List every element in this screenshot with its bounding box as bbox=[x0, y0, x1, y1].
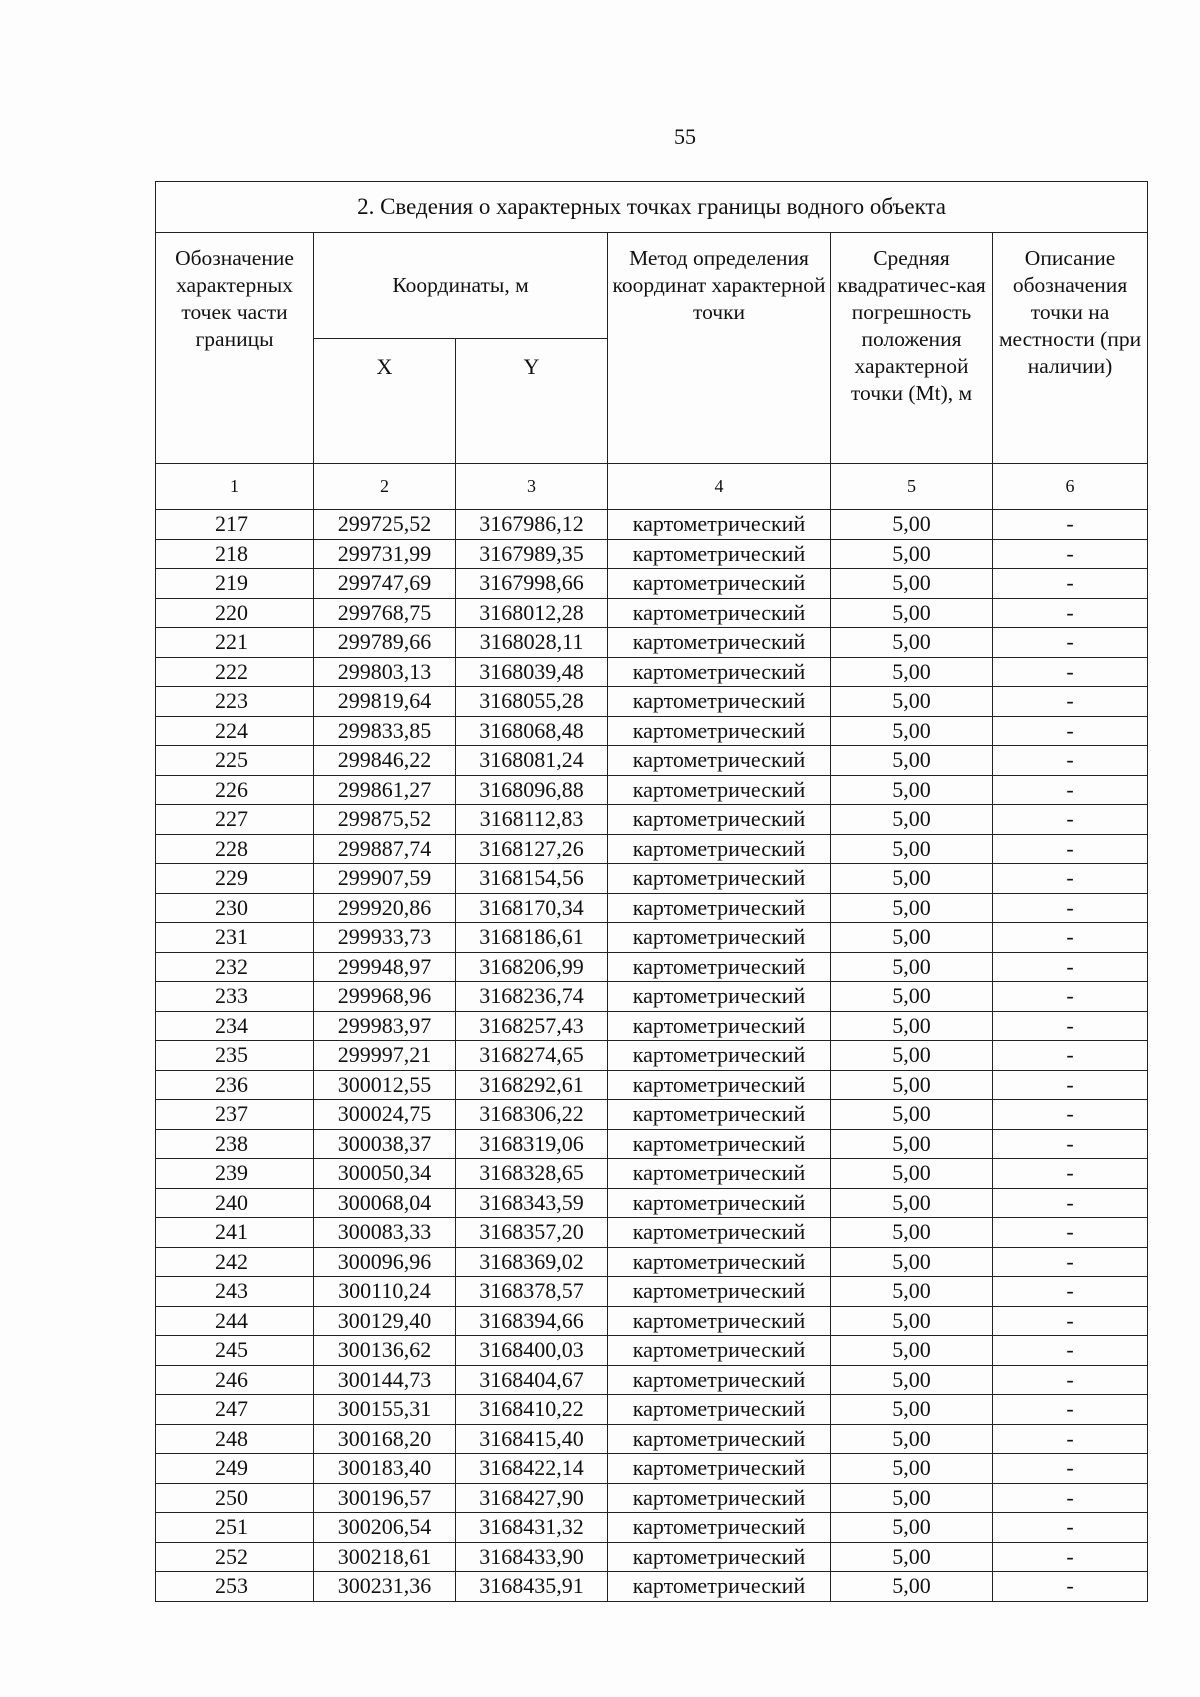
method-cell: картометрический bbox=[608, 1129, 831, 1159]
x-coordinate-cell: 299768,75 bbox=[314, 598, 456, 628]
x-coordinate-cell: 299747,69 bbox=[314, 569, 456, 599]
table-row bbox=[156, 716, 1148, 746]
mean-error-cell: 5,00 bbox=[831, 1277, 993, 1307]
mean-error-cell: 5,00 bbox=[831, 746, 993, 776]
y-coordinate-cell: 3168410,22 bbox=[456, 1395, 608, 1425]
header-coordinates: Координаты, м bbox=[314, 233, 608, 339]
table-row bbox=[156, 1188, 1148, 1218]
point-number-cell: 232 bbox=[156, 952, 314, 982]
x-coordinate-cell: 299803,13 bbox=[314, 657, 456, 687]
y-coordinate-cell: 3168012,28 bbox=[456, 598, 608, 628]
y-coordinate-cell: 3168435,91 bbox=[456, 1572, 608, 1602]
table-row bbox=[156, 864, 1148, 894]
table-row bbox=[156, 923, 1148, 953]
y-coordinate-cell: 3168306,22 bbox=[456, 1100, 608, 1130]
x-coordinate-cell: 300083,33 bbox=[314, 1218, 456, 1248]
description-cell: - bbox=[993, 1306, 1148, 1336]
table-title: 2. Сведения о характерных точках границы водного объекта bbox=[156, 182, 1148, 233]
description-cell: - bbox=[993, 1483, 1148, 1513]
description-cell: - bbox=[993, 775, 1148, 805]
header-y: Y bbox=[456, 339, 608, 464]
y-coordinate-cell: 3168415,40 bbox=[456, 1424, 608, 1454]
table-row bbox=[156, 539, 1148, 569]
y-coordinate-cell: 3167986,12 bbox=[456, 510, 608, 540]
table-row bbox=[156, 982, 1148, 1012]
table-row bbox=[156, 834, 1148, 864]
description-cell: - bbox=[993, 834, 1148, 864]
table-row bbox=[156, 1513, 1148, 1543]
method-cell: картометрический bbox=[608, 952, 831, 982]
method-cell: картометрический bbox=[608, 1483, 831, 1513]
description-cell: - bbox=[993, 1513, 1148, 1543]
point-number-cell: 244 bbox=[156, 1306, 314, 1336]
description-cell: - bbox=[993, 1395, 1148, 1425]
description-cell: - bbox=[993, 1070, 1148, 1100]
point-number-cell: 246 bbox=[156, 1365, 314, 1395]
point-number-cell: 243 bbox=[156, 1277, 314, 1307]
mean-error-cell: 5,00 bbox=[831, 923, 993, 953]
point-number-cell: 235 bbox=[156, 1041, 314, 1071]
point-number-cell: 242 bbox=[156, 1247, 314, 1277]
x-coordinate-cell: 299875,52 bbox=[314, 805, 456, 835]
description-cell: - bbox=[993, 1454, 1148, 1484]
method-cell: картометрический bbox=[608, 1159, 831, 1189]
method-cell: картометрический bbox=[608, 1100, 831, 1130]
mean-error-cell: 5,00 bbox=[831, 1070, 993, 1100]
x-coordinate-cell: 300110,24 bbox=[314, 1277, 456, 1307]
table-body bbox=[156, 510, 1148, 1602]
y-coordinate-cell: 3168068,48 bbox=[456, 716, 608, 746]
description-cell: - bbox=[993, 598, 1148, 628]
point-number-cell: 218 bbox=[156, 539, 314, 569]
method-cell: картометрический bbox=[608, 1218, 831, 1248]
method-cell: картометрический bbox=[608, 1572, 831, 1602]
table-row bbox=[156, 687, 1148, 717]
mean-error-cell: 5,00 bbox=[831, 1306, 993, 1336]
column-number: 6 bbox=[993, 464, 1148, 510]
x-coordinate-cell: 300231,36 bbox=[314, 1572, 456, 1602]
point-number-cell: 238 bbox=[156, 1129, 314, 1159]
mean-error-cell: 5,00 bbox=[831, 1247, 993, 1277]
x-coordinate-cell: 300183,40 bbox=[314, 1454, 456, 1484]
description-cell: - bbox=[993, 805, 1148, 835]
mean-error-cell: 5,00 bbox=[831, 1011, 993, 1041]
x-coordinate-cell: 299725,52 bbox=[314, 510, 456, 540]
description-cell: - bbox=[993, 1011, 1148, 1041]
x-coordinate-cell: 300155,31 bbox=[314, 1395, 456, 1425]
y-coordinate-cell: 3168186,61 bbox=[456, 923, 608, 953]
method-cell: картометрический bbox=[608, 893, 831, 923]
point-number-cell: 222 bbox=[156, 657, 314, 687]
description-cell: - bbox=[993, 1336, 1148, 1366]
column-numbers-row bbox=[156, 464, 1148, 510]
x-coordinate-cell: 299819,64 bbox=[314, 687, 456, 717]
table-row bbox=[156, 1336, 1148, 1366]
mean-error-cell: 5,00 bbox=[831, 834, 993, 864]
method-cell: картометрический bbox=[608, 687, 831, 717]
column-number: 2 bbox=[314, 464, 456, 510]
method-cell: картометрический bbox=[608, 657, 831, 687]
method-cell: картометрический bbox=[608, 1041, 831, 1071]
table-row bbox=[156, 657, 1148, 687]
mean-error-cell: 5,00 bbox=[831, 952, 993, 982]
table-row bbox=[156, 1100, 1148, 1130]
x-coordinate-cell: 300024,75 bbox=[314, 1100, 456, 1130]
point-number-cell: 219 bbox=[156, 569, 314, 599]
mean-error-cell: 5,00 bbox=[831, 539, 993, 569]
description-cell: - bbox=[993, 1218, 1148, 1248]
point-number-cell: 234 bbox=[156, 1011, 314, 1041]
y-coordinate-cell: 3168236,74 bbox=[456, 982, 608, 1012]
method-cell: картометрический bbox=[608, 598, 831, 628]
mean-error-cell: 5,00 bbox=[831, 1454, 993, 1484]
point-number-cell: 239 bbox=[156, 1159, 314, 1189]
point-number-cell: 237 bbox=[156, 1100, 314, 1130]
description-cell: - bbox=[993, 1572, 1148, 1602]
point-number-cell: 247 bbox=[156, 1395, 314, 1425]
description-cell: - bbox=[993, 1159, 1148, 1189]
mean-error-cell: 5,00 bbox=[831, 628, 993, 658]
point-number-cell: 240 bbox=[156, 1188, 314, 1218]
method-cell: картометрический bbox=[608, 1542, 831, 1572]
x-coordinate-cell: 300012,55 bbox=[314, 1070, 456, 1100]
description-cell: - bbox=[993, 982, 1148, 1012]
mean-error-cell: 5,00 bbox=[831, 1100, 993, 1130]
x-coordinate-cell: 299968,96 bbox=[314, 982, 456, 1012]
point-number-cell: 245 bbox=[156, 1336, 314, 1366]
method-cell: картометрический bbox=[608, 1306, 831, 1336]
x-coordinate-cell: 299833,85 bbox=[314, 716, 456, 746]
y-coordinate-cell: 3168404,67 bbox=[456, 1365, 608, 1395]
y-coordinate-cell: 3168055,28 bbox=[456, 687, 608, 717]
mean-error-cell: 5,00 bbox=[831, 805, 993, 835]
mean-error-cell: 5,00 bbox=[831, 569, 993, 599]
description-cell: - bbox=[993, 1365, 1148, 1395]
table-row bbox=[156, 1454, 1148, 1484]
method-cell: картометрический bbox=[608, 1424, 831, 1454]
x-coordinate-cell: 299887,74 bbox=[314, 834, 456, 864]
point-number-cell: 228 bbox=[156, 834, 314, 864]
mean-error-cell: 5,00 bbox=[831, 775, 993, 805]
y-coordinate-cell: 3168206,99 bbox=[456, 952, 608, 982]
mean-error-cell: 5,00 bbox=[831, 1542, 993, 1572]
y-coordinate-cell: 3168328,65 bbox=[456, 1159, 608, 1189]
table-row bbox=[156, 1395, 1148, 1425]
method-cell: картометрический bbox=[608, 1011, 831, 1041]
point-number-cell: 230 bbox=[156, 893, 314, 923]
description-cell: - bbox=[993, 1129, 1148, 1159]
mean-error-cell: 5,00 bbox=[831, 864, 993, 894]
x-coordinate-cell: 299731,99 bbox=[314, 539, 456, 569]
x-coordinate-cell: 299983,97 bbox=[314, 1011, 456, 1041]
x-coordinate-cell: 300218,61 bbox=[314, 1542, 456, 1572]
point-number-cell: 220 bbox=[156, 598, 314, 628]
y-coordinate-cell: 3168422,14 bbox=[456, 1454, 608, 1484]
method-cell: картометрический bbox=[608, 1070, 831, 1100]
point-number-cell: 225 bbox=[156, 746, 314, 776]
x-coordinate-cell: 300136,62 bbox=[314, 1336, 456, 1366]
table-row bbox=[156, 1542, 1148, 1572]
mean-error-cell: 5,00 bbox=[831, 598, 993, 628]
point-number-cell: 241 bbox=[156, 1218, 314, 1248]
mean-error-cell: 5,00 bbox=[831, 510, 993, 540]
mean-error-cell: 5,00 bbox=[831, 657, 993, 687]
table-row bbox=[156, 510, 1148, 540]
x-coordinate-cell: 299861,27 bbox=[314, 775, 456, 805]
mean-error-cell: 5,00 bbox=[831, 1159, 993, 1189]
boundary-points-table bbox=[155, 181, 1148, 1602]
point-number-cell: 249 bbox=[156, 1454, 314, 1484]
method-cell: картометрический bbox=[608, 1395, 831, 1425]
table-row bbox=[156, 1306, 1148, 1336]
method-cell: картометрический bbox=[608, 834, 831, 864]
table-row bbox=[156, 569, 1148, 599]
x-coordinate-cell: 299933,73 bbox=[314, 923, 456, 953]
y-coordinate-cell: 3168292,61 bbox=[456, 1070, 608, 1100]
description-cell: - bbox=[993, 1247, 1148, 1277]
description-cell: - bbox=[993, 923, 1148, 953]
description-cell: - bbox=[993, 1424, 1148, 1454]
point-number-cell: 236 bbox=[156, 1070, 314, 1100]
column-number: 4 bbox=[608, 464, 831, 510]
description-cell: - bbox=[993, 893, 1148, 923]
method-cell: картометрический bbox=[608, 510, 831, 540]
method-cell: картометрический bbox=[608, 746, 831, 776]
point-number-cell: 253 bbox=[156, 1572, 314, 1602]
header-x: X bbox=[314, 339, 456, 464]
y-coordinate-cell: 3168257,43 bbox=[456, 1011, 608, 1041]
point-number-cell: 221 bbox=[156, 628, 314, 658]
mean-error-cell: 5,00 bbox=[831, 1365, 993, 1395]
mean-error-cell: 5,00 bbox=[831, 1424, 993, 1454]
y-coordinate-cell: 3168127,26 bbox=[456, 834, 608, 864]
y-coordinate-cell: 3168427,90 bbox=[456, 1483, 608, 1513]
y-coordinate-cell: 3168170,34 bbox=[456, 893, 608, 923]
point-number-cell: 252 bbox=[156, 1542, 314, 1572]
method-cell: картометрический bbox=[608, 539, 831, 569]
table-row bbox=[156, 1483, 1148, 1513]
description-cell: - bbox=[993, 657, 1148, 687]
point-number-cell: 224 bbox=[156, 716, 314, 746]
x-coordinate-cell: 300050,34 bbox=[314, 1159, 456, 1189]
y-coordinate-cell: 3168154,56 bbox=[456, 864, 608, 894]
point-number-cell: 217 bbox=[156, 510, 314, 540]
mean-error-cell: 5,00 bbox=[831, 1129, 993, 1159]
point-number-cell: 231 bbox=[156, 923, 314, 953]
mean-error-cell: 5,00 bbox=[831, 1041, 993, 1071]
point-number-cell: 229 bbox=[156, 864, 314, 894]
x-coordinate-cell: 300206,54 bbox=[314, 1513, 456, 1543]
table-row bbox=[156, 1159, 1148, 1189]
y-coordinate-cell: 3168028,11 bbox=[456, 628, 608, 658]
table-row bbox=[156, 805, 1148, 835]
method-cell: картометрический bbox=[608, 569, 831, 599]
y-coordinate-cell: 3167989,35 bbox=[456, 539, 608, 569]
x-coordinate-cell: 300096,96 bbox=[314, 1247, 456, 1277]
column-number: 5 bbox=[831, 464, 993, 510]
method-cell: картометрический bbox=[608, 923, 831, 953]
method-cell: картометрический bbox=[608, 1188, 831, 1218]
table-row bbox=[156, 598, 1148, 628]
description-cell: - bbox=[993, 1041, 1148, 1071]
table-row bbox=[156, 746, 1148, 776]
x-coordinate-cell: 300144,73 bbox=[314, 1365, 456, 1395]
description-cell: - bbox=[993, 1100, 1148, 1130]
header-mean-error: Средняя квадратичес-кая погрешность положения характерной точки (Mt), м bbox=[831, 233, 993, 464]
header-method: Метод определения координат характерной точки bbox=[608, 233, 831, 464]
method-cell: картометрический bbox=[608, 1513, 831, 1543]
method-cell: картометрический bbox=[608, 1454, 831, 1484]
description-cell: - bbox=[993, 1277, 1148, 1307]
column-number: 3 bbox=[456, 464, 608, 510]
mean-error-cell: 5,00 bbox=[831, 1336, 993, 1366]
description-cell: - bbox=[993, 539, 1148, 569]
y-coordinate-cell: 3168394,66 bbox=[456, 1306, 608, 1336]
description-cell: - bbox=[993, 1188, 1148, 1218]
description-cell: - bbox=[993, 628, 1148, 658]
method-cell: картометрический bbox=[608, 716, 831, 746]
table-row bbox=[156, 952, 1148, 982]
point-number-cell: 226 bbox=[156, 775, 314, 805]
mean-error-cell: 5,00 bbox=[831, 1395, 993, 1425]
page-number: 55 bbox=[674, 124, 696, 149]
table-row bbox=[156, 1129, 1148, 1159]
description-cell: - bbox=[993, 952, 1148, 982]
description-cell: - bbox=[993, 510, 1148, 540]
y-coordinate-cell: 3168096,88 bbox=[456, 775, 608, 805]
point-number-cell: 227 bbox=[156, 805, 314, 835]
x-coordinate-cell: 300168,20 bbox=[314, 1424, 456, 1454]
table-row bbox=[156, 1572, 1148, 1602]
mean-error-cell: 5,00 bbox=[831, 1188, 993, 1218]
header-point-designation: Обозначение характерных точек части границы bbox=[156, 233, 314, 464]
mean-error-cell: 5,00 bbox=[831, 1483, 993, 1513]
y-coordinate-cell: 3168378,57 bbox=[456, 1277, 608, 1307]
table-row bbox=[156, 1041, 1148, 1071]
mean-error-cell: 5,00 bbox=[831, 893, 993, 923]
description-cell: - bbox=[993, 687, 1148, 717]
y-coordinate-cell: 3168400,03 bbox=[456, 1336, 608, 1366]
mean-error-cell: 5,00 bbox=[831, 1218, 993, 1248]
y-coordinate-cell: 3167998,66 bbox=[456, 569, 608, 599]
table-row bbox=[156, 1070, 1148, 1100]
y-coordinate-cell: 3168433,90 bbox=[456, 1542, 608, 1572]
x-coordinate-cell: 299997,21 bbox=[314, 1041, 456, 1071]
mean-error-cell: 5,00 bbox=[831, 982, 993, 1012]
method-cell: картометрический bbox=[608, 775, 831, 805]
point-number-cell: 223 bbox=[156, 687, 314, 717]
y-coordinate-cell: 3168039,48 bbox=[456, 657, 608, 687]
x-coordinate-cell: 299948,97 bbox=[314, 952, 456, 982]
description-cell: - bbox=[993, 1542, 1148, 1572]
y-coordinate-cell: 3168343,59 bbox=[456, 1188, 608, 1218]
y-coordinate-cell: 3168319,06 bbox=[456, 1129, 608, 1159]
description-cell: - bbox=[993, 716, 1148, 746]
point-number-cell: 233 bbox=[156, 982, 314, 1012]
method-cell: картометрический bbox=[608, 805, 831, 835]
x-coordinate-cell: 300196,57 bbox=[314, 1483, 456, 1513]
x-coordinate-cell: 300068,04 bbox=[314, 1188, 456, 1218]
description-cell: - bbox=[993, 864, 1148, 894]
x-coordinate-cell: 299907,59 bbox=[314, 864, 456, 894]
y-coordinate-cell: 3168274,65 bbox=[456, 1041, 608, 1071]
y-coordinate-cell: 3168112,83 bbox=[456, 805, 608, 835]
method-cell: картометрический bbox=[608, 1277, 831, 1307]
point-number-cell: 248 bbox=[156, 1424, 314, 1454]
mean-error-cell: 5,00 bbox=[831, 1572, 993, 1602]
method-cell: картометрический bbox=[608, 982, 831, 1012]
table-row bbox=[156, 1365, 1148, 1395]
point-number-cell: 251 bbox=[156, 1513, 314, 1543]
y-coordinate-cell: 3168431,32 bbox=[456, 1513, 608, 1543]
mean-error-cell: 5,00 bbox=[831, 1513, 993, 1543]
mean-error-cell: 5,00 bbox=[831, 687, 993, 717]
method-cell: картометрический bbox=[608, 1247, 831, 1277]
table-row bbox=[156, 628, 1148, 658]
method-cell: картометрический bbox=[608, 628, 831, 658]
table-row bbox=[156, 1011, 1148, 1041]
x-coordinate-cell: 299789,66 bbox=[314, 628, 456, 658]
description-cell: - bbox=[993, 746, 1148, 776]
table-row bbox=[156, 1277, 1148, 1307]
point-number-cell: 250 bbox=[156, 1483, 314, 1513]
x-coordinate-cell: 299846,22 bbox=[314, 746, 456, 776]
method-cell: картометрический bbox=[608, 864, 831, 894]
y-coordinate-cell: 3168081,24 bbox=[456, 746, 608, 776]
table-row bbox=[156, 775, 1148, 805]
x-coordinate-cell: 300129,40 bbox=[314, 1306, 456, 1336]
header-description: Описание обозначения точки на местности (при наличии) bbox=[993, 233, 1148, 464]
description-cell: - bbox=[993, 569, 1148, 599]
table-row bbox=[156, 893, 1148, 923]
y-coordinate-cell: 3168357,20 bbox=[456, 1218, 608, 1248]
x-coordinate-cell: 299920,86 bbox=[314, 893, 456, 923]
method-cell: картометрический bbox=[608, 1365, 831, 1395]
table-row bbox=[156, 1424, 1148, 1454]
table-row bbox=[156, 1218, 1148, 1248]
y-coordinate-cell: 3168369,02 bbox=[456, 1247, 608, 1277]
x-coordinate-cell: 300038,37 bbox=[314, 1129, 456, 1159]
column-number: 1 bbox=[156, 464, 314, 510]
table-row bbox=[156, 1247, 1148, 1277]
method-cell: картометрический bbox=[608, 1336, 831, 1366]
mean-error-cell: 5,00 bbox=[831, 716, 993, 746]
